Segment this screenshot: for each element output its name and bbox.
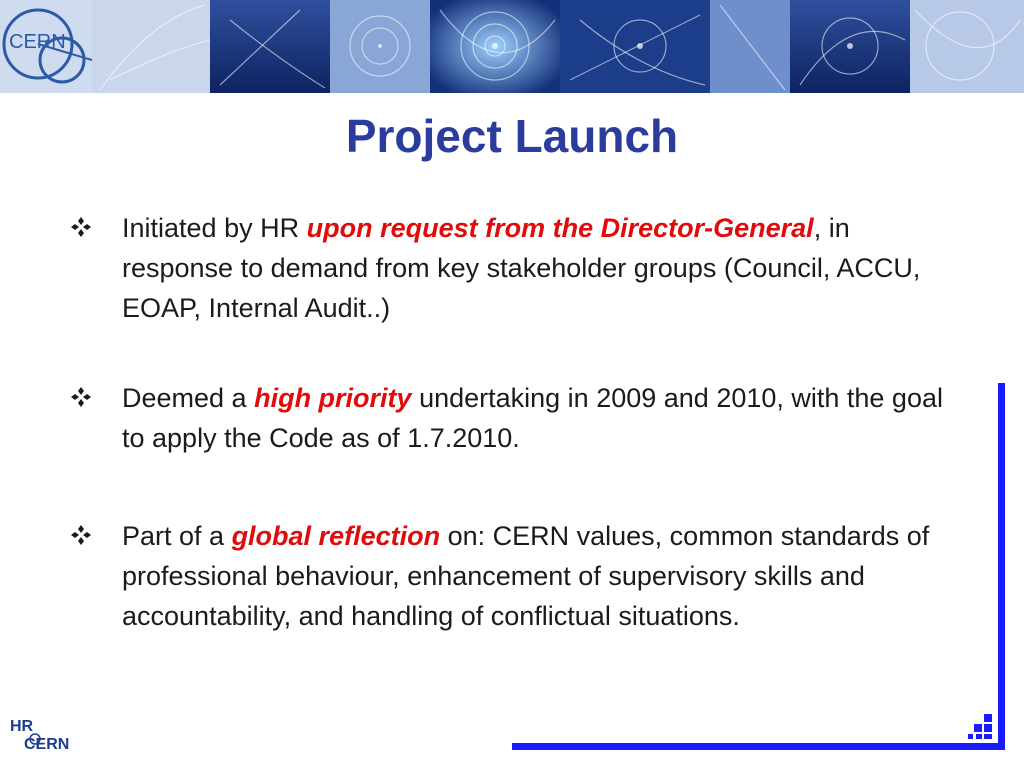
diamond-bullet-icon — [70, 524, 92, 546]
diamond-bullet-icon — [70, 386, 92, 408]
bullet-text-pre: Initiated by HR — [122, 213, 307, 243]
diamond-bullet-icon — [70, 216, 92, 238]
frame-horizontal-line — [512, 743, 1005, 750]
bullet-text-pre: Deemed a — [122, 383, 255, 413]
corner-squares-icon — [966, 712, 994, 740]
bullet-text-post: on: CERN values, common standards of professional behaviour, enhancement of supervisory skills and accountability, and handling of conflictual situations. — [122, 521, 930, 631]
particle-collage-image — [0, 0, 1024, 93]
slide-title: Project Launch — [345, 110, 679, 162]
bullet-text-pre: Part of a — [122, 521, 232, 551]
bullet-text-emphasis: high priority — [254, 383, 412, 413]
bullet-text — [122, 208, 962, 328]
bullet-text-emphasis: global reflection — [231, 521, 441, 551]
header-banner — [0, 0, 1024, 93]
bullet-text-emphasis: upon request from the Director-General — [306, 213, 814, 243]
bullet-text-post: undertaking in 2009 and 2010, with the goal to apply the Code as of 1.7.2010. — [122, 383, 943, 453]
hr-logo-line2: CERN — [24, 736, 70, 753]
frame-vertical-line — [998, 383, 1005, 750]
bullet-text-post: , in response to demand from key stakeholder groups (Council, ACCU, EOAP, Internal Audit..) — [122, 213, 921, 323]
hr-cern-logo — [8, 716, 78, 760]
bullet-text — [122, 516, 962, 636]
cern-logo-text: CERN — [9, 31, 66, 53]
bullet-text — [122, 378, 962, 458]
hr-logo-line1: HR — [10, 718, 34, 735]
